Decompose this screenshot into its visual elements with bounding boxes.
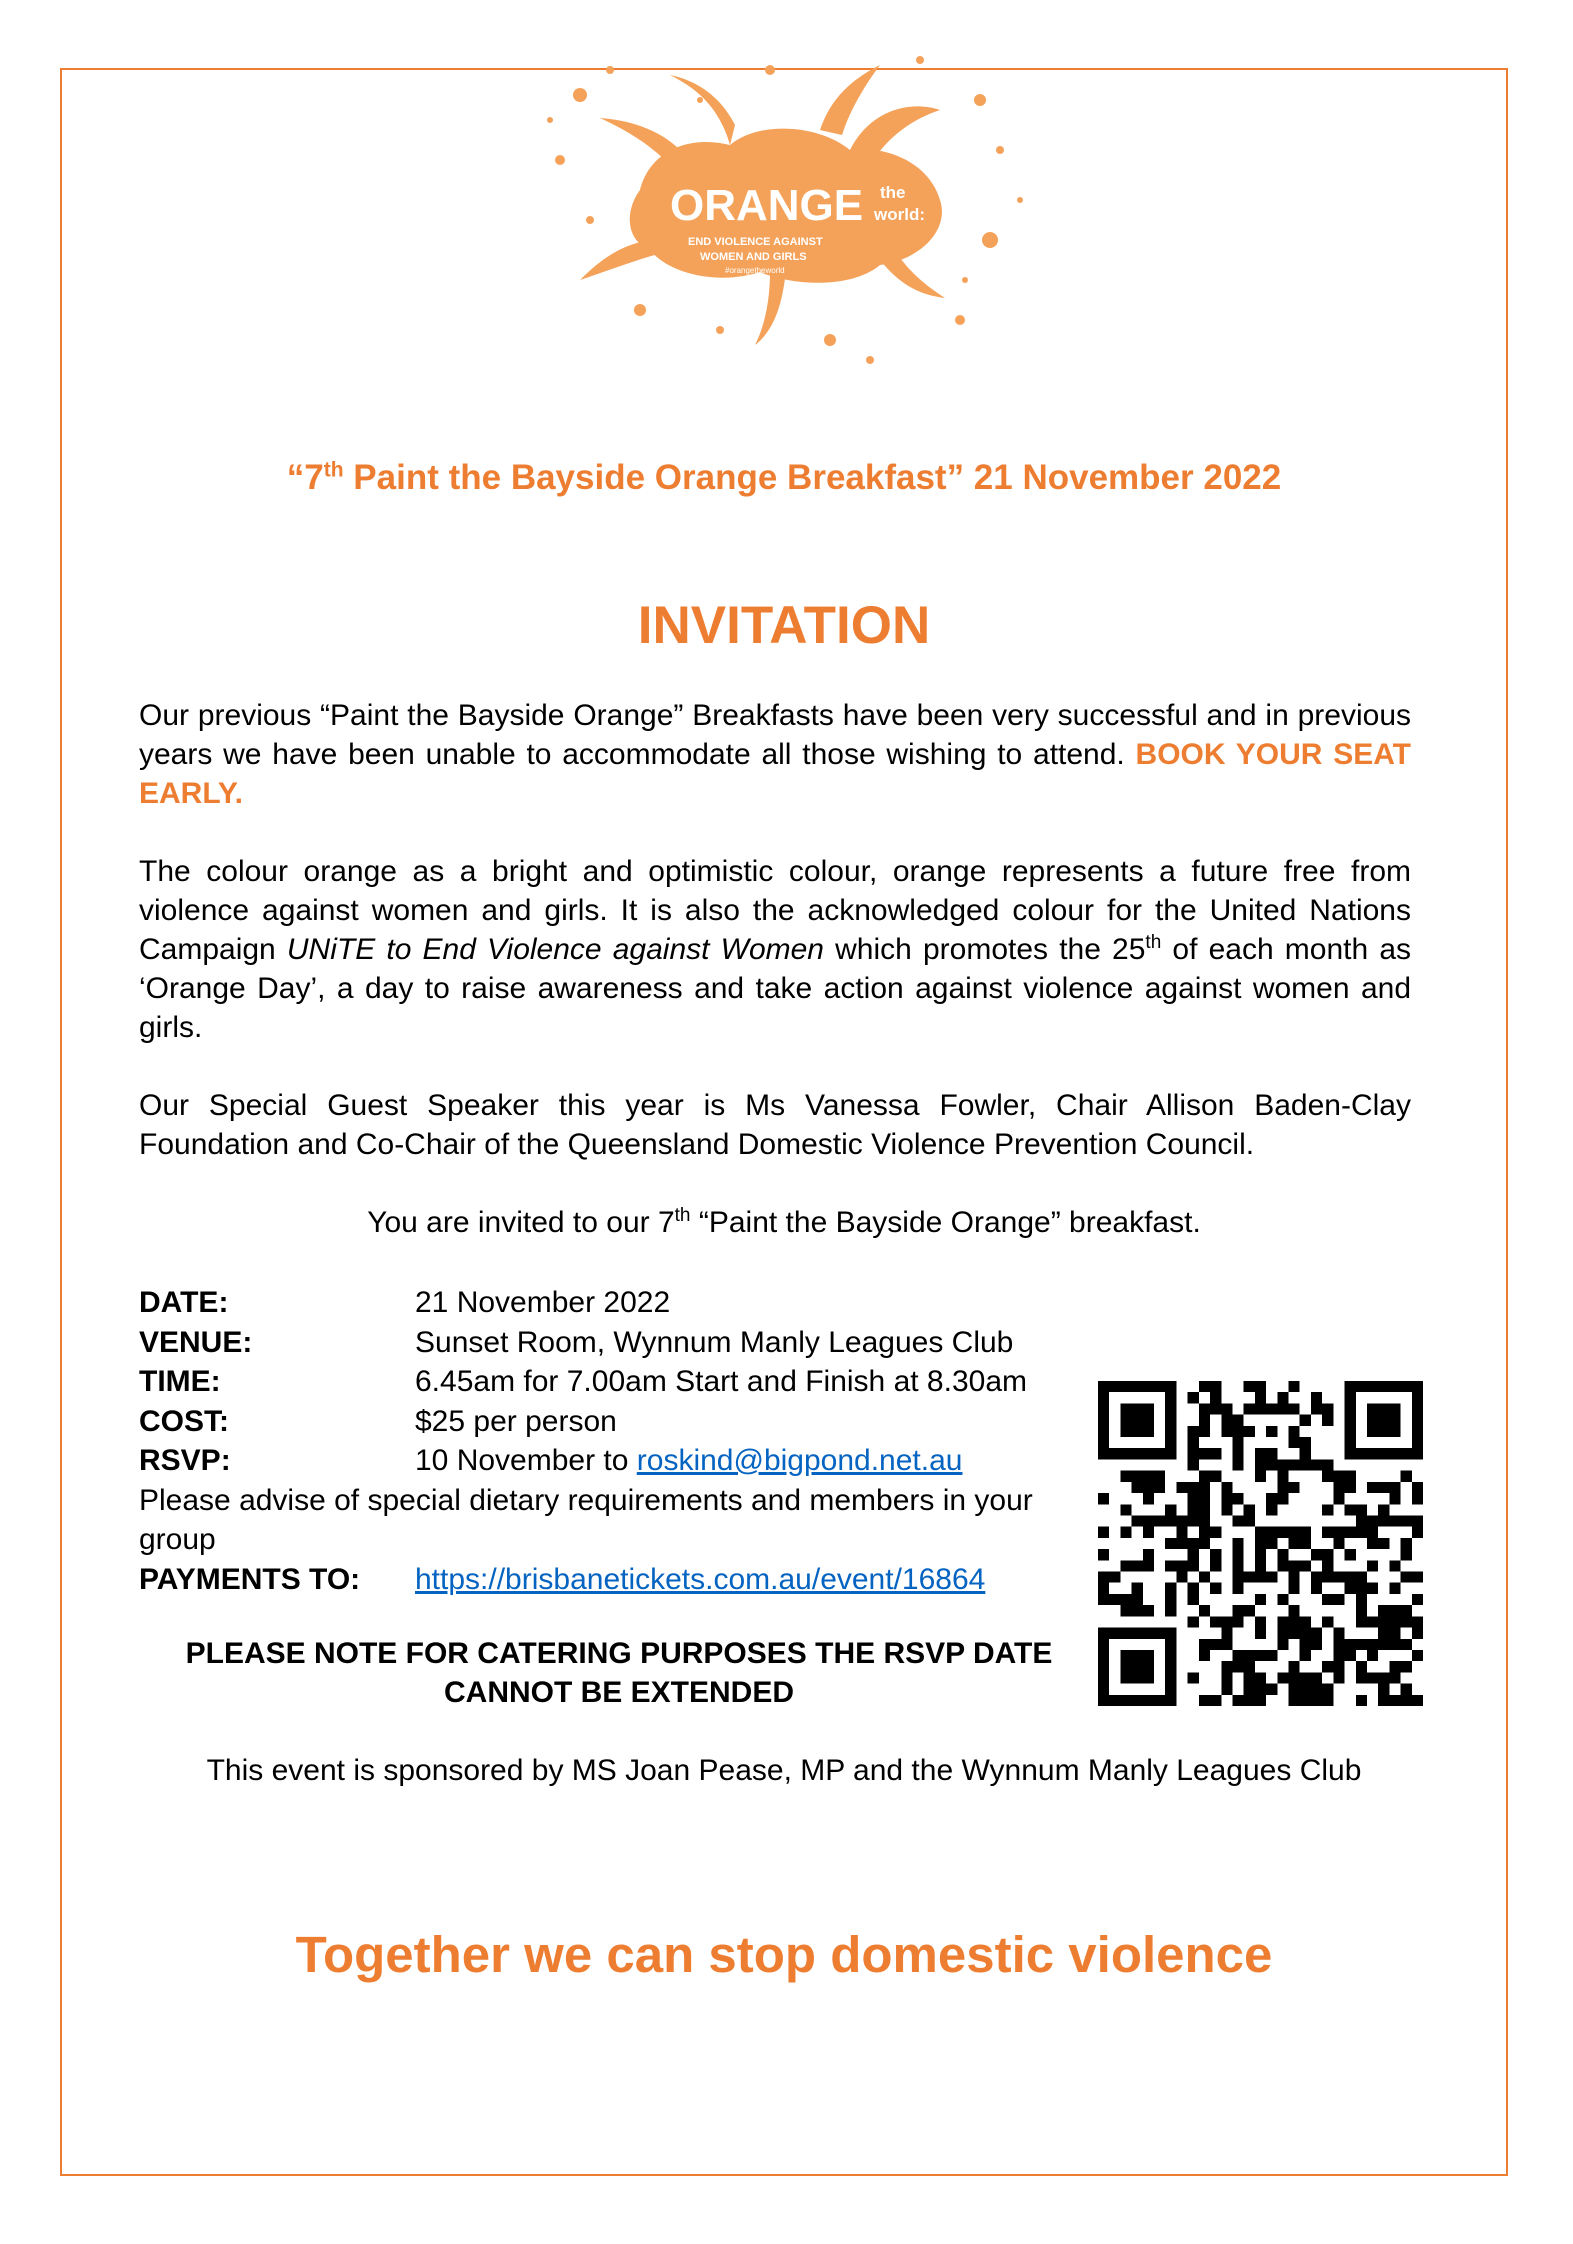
event-details: [139, 1283, 1099, 1599]
orange-colour-paragraph: The colour orange as a bright and optimistic colour, orange represents a future free from violence against women and girls. It is also the acknowledged colour for the United Nations Campaign UNiTE to End Violence against Women which promotes the 25th of each month as ‘Orange Day’, a day to raise awareness and take action against violence against women and girls.: [139, 855, 1412, 1044]
guest-speaker-paragraph: Our Special Guest Speaker this year is Ms Vanessa Fowler, Chair Allison Baden-Clay Foundation and Co-Chair of the Queensland Domestic Violence Prevention Council.: [139, 1089, 1411, 1161]
cost-label: COST:: [139, 1404, 229, 1438]
date-row: [139, 1283, 1099, 1323]
orange-the-world-logo: [520, 40, 1040, 380]
paint-splash-icon: [520, 40, 1040, 380]
intro-paragraph: Our previous “Paint the Bayside Orange” Breakfasts have been very successful and in previous years we have been unable to accommodate all those wishing to attend. BOOK YOUR SEAT EARLY.: [139, 699, 1411, 810]
catering-note-line-1: PLEASE NOTE FOR CATERING PURPOSES THE RSVP DATE: [185, 1637, 1053, 1670]
venue-row: [139, 1323, 1099, 1363]
dietary-note: Please advise of special dietary requirements and members in your group: [139, 1483, 1033, 1556]
logo-tagline-1: END VIOLENCE AGAINST: [688, 236, 823, 248]
time-value: 6.45am for 7.00am Start and Finish at 8.30am: [415, 1365, 1027, 1398]
rsvp-label: RSVP:: [139, 1444, 231, 1477]
time-label: TIME:: [139, 1365, 221, 1398]
catering-note: [139, 1634, 1099, 1712]
qr-code-icon: [1098, 1366, 1423, 1721]
cost-value: $25 per person: [415, 1404, 617, 1438]
time-row: [139, 1362, 1099, 1402]
rsvp-email-link[interactable]: roskind@bigpond.net.au: [636, 1444, 963, 1477]
payments-label: PAYMENTS TO:: [139, 1562, 361, 1596]
payments-row: [139, 1560, 1099, 1600]
qr-code-graphic: [1098, 1366, 1423, 1721]
logo-word: ORANGE: [670, 181, 864, 230]
payments-link[interactable]: https://brisbanetickets.com.au/event/16864: [415, 1562, 986, 1596]
sponsor-line: This event is sponsored by MS Joan Pease, MP and the Wynnum Manly Leagues Club: [206, 1754, 1362, 1787]
page-title: INVITATION: [637, 596, 931, 655]
campaign-name: UNiTE to End Violence against Women: [286, 933, 824, 966]
logo-world: world:: [874, 205, 925, 224]
slogan: Together we can stop domestic violence: [295, 1926, 1273, 1983]
catering-note-line-2: CANNOT BE EXTENDED: [443, 1676, 795, 1709]
logo-tagline-2: WOMEN AND GIRLS: [700, 251, 807, 263]
cost-row: [139, 1402, 1099, 1442]
date-label: DATE:: [139, 1286, 229, 1319]
book-early-emphasis: BOOK YOUR SEAT EARLY.: [139, 738, 1411, 810]
rsvp-row: [139, 1441, 1099, 1481]
invite-line: You are invited to our 7th “Paint the Bayside Orange” breakfast.: [367, 1205, 1201, 1239]
logo-hashtag: #orangetheworld: [725, 266, 785, 275]
venue-label: VENUE:: [139, 1325, 253, 1359]
rsvp-prefix: 10 November to: [415, 1444, 637, 1477]
event-subtitle: “7th Paint the Bayside Orange Breakfast” 21 November 2022: [286, 458, 1282, 497]
venue-value: Sunset Room, Wynnum Manly Leagues Club: [415, 1325, 1014, 1359]
logo-the: the: [880, 183, 906, 202]
date-value: 21 November 2022: [415, 1286, 671, 1319]
